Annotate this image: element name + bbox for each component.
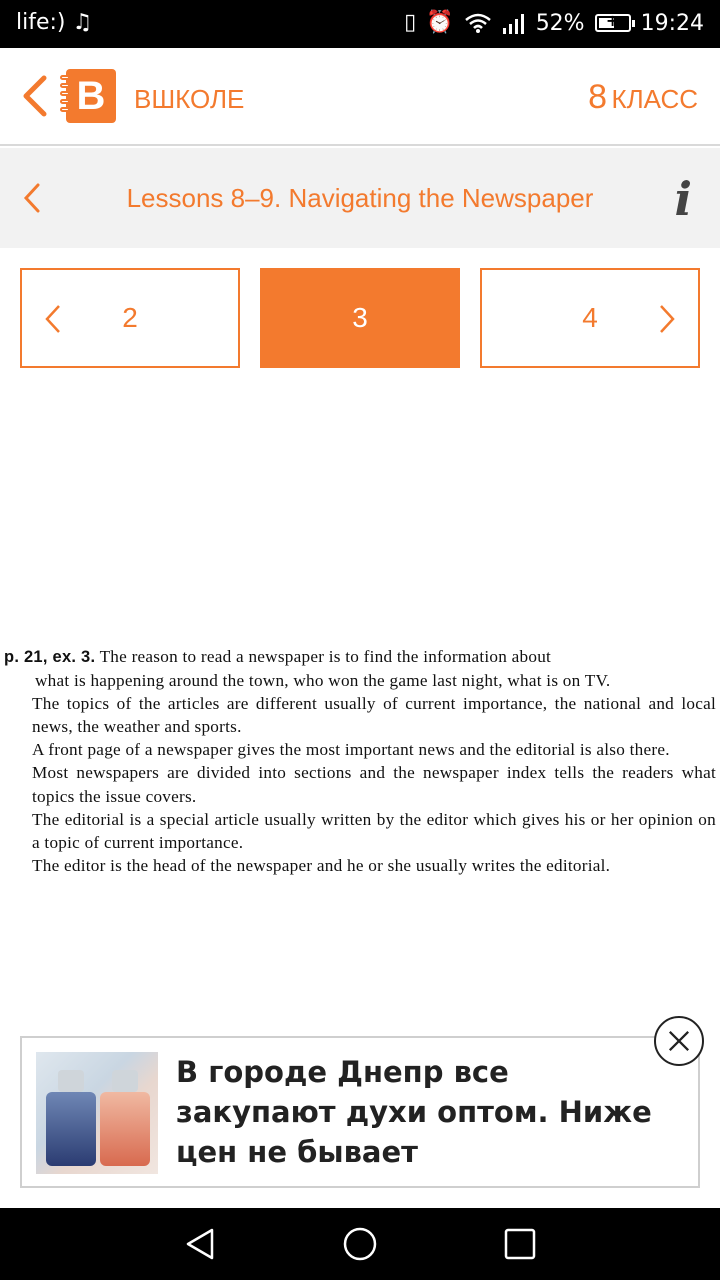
answer-paragraph: The editorial is a special article usually written by the editor which gives his or her opinion on a topic of current importance. [32, 809, 716, 852]
status-right [404, 10, 704, 36]
exercise-reference: p. 21, ex. 3. [4, 648, 96, 666]
notebook-rings-icon [60, 75, 70, 117]
wifi-icon [464, 12, 492, 34]
page-next-button[interactable] [480, 268, 700, 368]
chevron-right-icon [658, 304, 676, 334]
bottle-cap [58, 1070, 84, 1092]
ad-banner[interactable] [20, 1036, 700, 1188]
answer-paragraph: A front page of a newspaper gives the most important news and the editorial is also there. [32, 740, 670, 760]
answer-paragraph: The topics of the articles are different usually of current importance, the national and local news, the weather and sports. [32, 694, 716, 737]
battery-charging-icon [595, 11, 631, 32]
close-icon[interactable] [654, 1016, 704, 1066]
status-bar [0, 0, 720, 48]
answer-scan-text [0, 645, 720, 877]
nav-back-icon[interactable] [182, 1226, 218, 1262]
carrier-label: life:) [16, 10, 66, 35]
ad-image-perfume[interactable] [36, 1052, 158, 1174]
brand-logo[interactable] [66, 69, 116, 123]
page-next-label: 4 [582, 302, 598, 333]
page-prev-label: 2 [122, 302, 138, 333]
lesson-title: Lessons 8–9. Navigating the Newspaper [126, 183, 594, 213]
answer-line-first-cont: what is happening around the town, who won the game last night, what is on TV. [35, 671, 611, 691]
answer-paragraph: Most newspapers are divided into sections and the newspaper index tells the readers what topics the issue covers. [32, 763, 716, 806]
grade-selector[interactable] [588, 78, 698, 117]
answer-line-first: The reason to read a newspaper is to find the information about [99, 647, 552, 666]
lesson-bar [0, 148, 720, 248]
info-icon[interactable]: i [674, 172, 692, 226]
page-current-button[interactable] [260, 268, 460, 368]
charging-plus: + [605, 11, 620, 30]
nav-home-icon[interactable] [342, 1226, 378, 1262]
ad-headline[interactable]: В городе Днепр все закупают духи оптом. Ниже цен не бывает [176, 1055, 652, 1169]
grade-label: КЛАСС [611, 84, 698, 114]
logo-letter: В [76, 74, 106, 118]
grade-number: 8 [588, 78, 608, 116]
page-current-label: 3 [352, 302, 368, 333]
battery-percent: 52% [535, 10, 585, 36]
page-prev-button[interactable] [20, 268, 240, 368]
signal-icon [502, 12, 526, 34]
nav-recent-apps-icon[interactable] [502, 1226, 538, 1262]
status-left [16, 10, 92, 36]
music-note-icon: ♫ [72, 10, 93, 35]
brand-name[interactable]: ВШКОЛЕ [134, 84, 245, 114]
vibrate-icon: ▯ [404, 10, 417, 35]
back-arrow-icon[interactable] [20, 74, 50, 118]
clock: 19:24 [640, 10, 704, 36]
perfume-bottle-pink [100, 1092, 150, 1166]
answer-paragraph-first [0, 645, 720, 692]
answer-paragraph: The editor is the head of the newspaper and he or she usually writes the editorial. [32, 855, 611, 875]
perfume-bottle-blue [46, 1092, 96, 1166]
system-nav-bar [0, 1208, 720, 1280]
app-header [0, 48, 720, 146]
alarm-icon: ⏰ [426, 10, 454, 35]
bottle-cap [112, 1070, 138, 1092]
